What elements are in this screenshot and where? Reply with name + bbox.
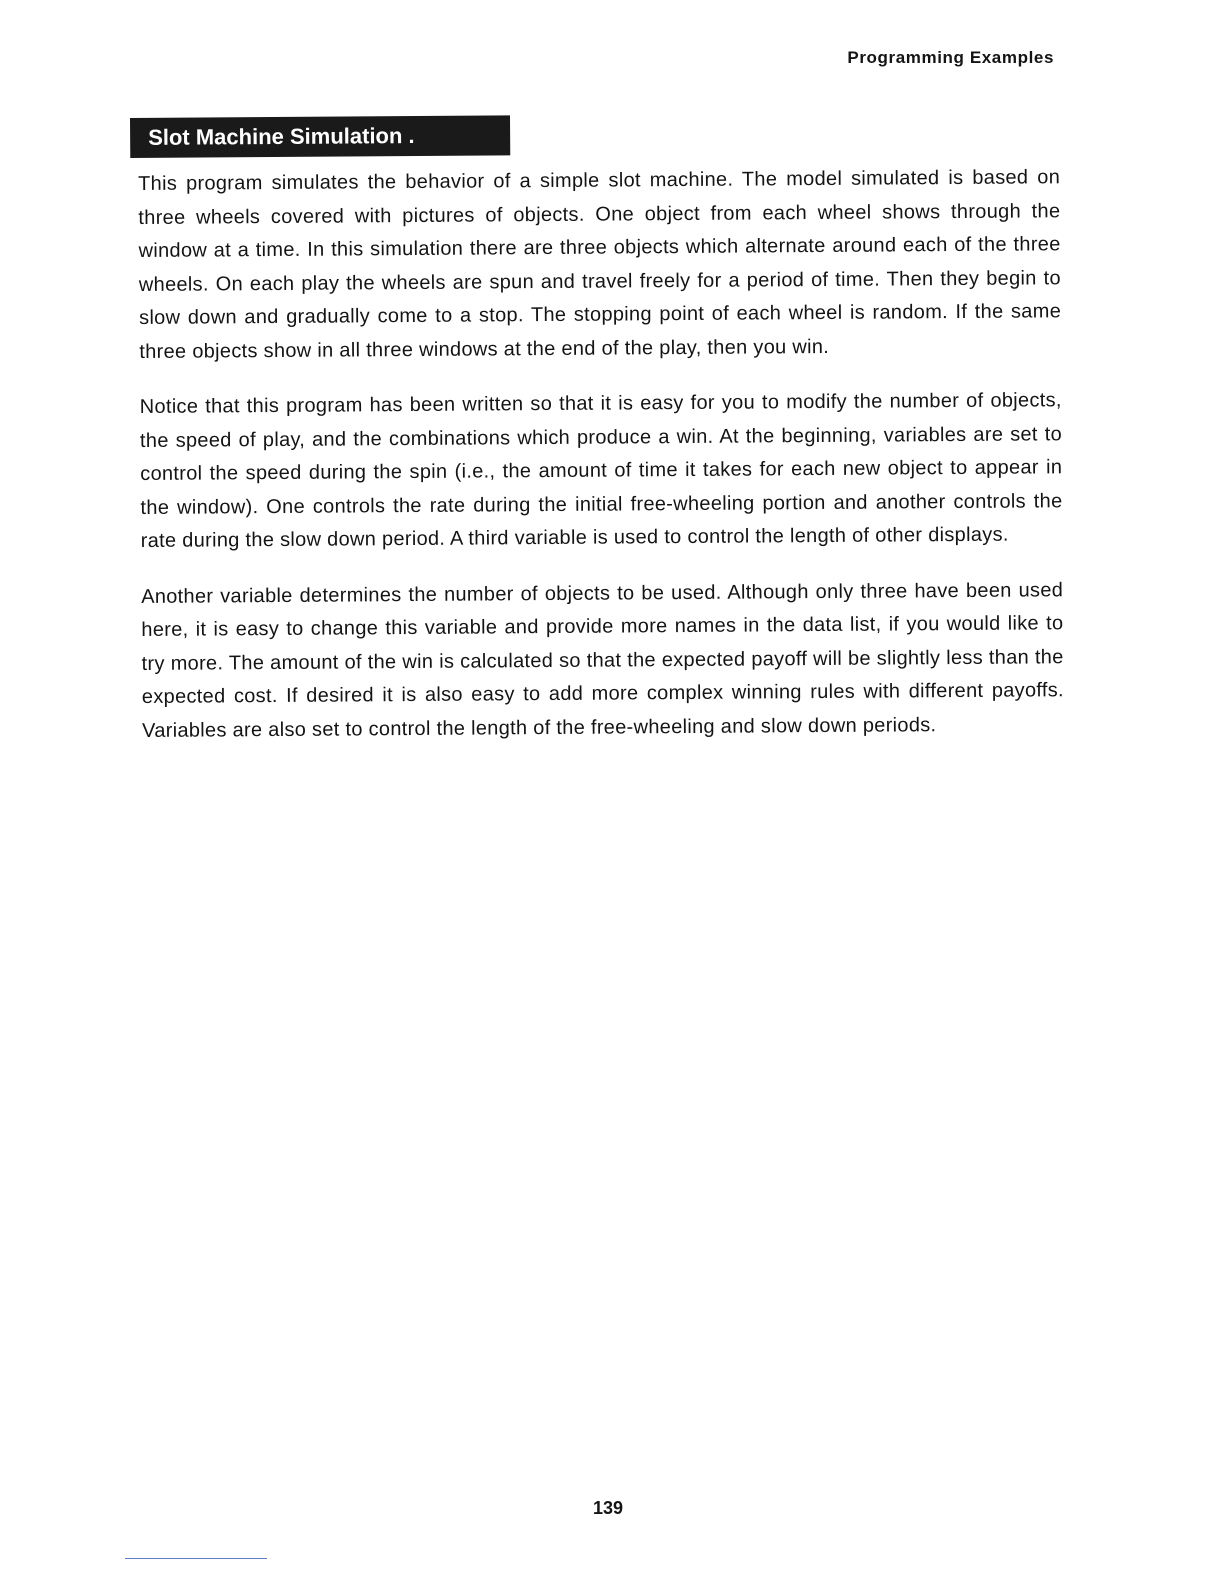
running-header: Programming Examples <box>847 48 1054 67</box>
body-text <box>138 161 1064 770</box>
section-title: Slot Machine Simulation . <box>130 115 510 158</box>
page-number: 139 <box>592 1498 624 1518</box>
corner-divider <box>125 1558 267 1559</box>
paragraph-intro: This program simulates the behavior of a simple slot machine. The model simulated is based on three wheels covered with pictures of objects. One object from each wheel shows through the window at a time. In this simulation there are three objects which alternate around each of the three wheels. On each play the wheels are spun and travel freely for a period of time. Then they begin to slow down and gradually come to a stop. The stopping point of each wheel is random. If the same three objects show in all three windows at the end of the play, then you win. <box>138 166 1062 363</box>
paragraph-variables: Another variable determines the number of objects to be used. Although only three have been used here, it is easy to change this variable and provide more names in the data list, if you would like to try more. The amount of the win is calculated so that the expected payoff will be slightly less than the expected cost. If desired it is also easy to add more complex winning rules with different payoffs. Variables are also set to control the length of the free-wheeling and slow down periods. <box>141 578 1064 742</box>
paragraph-modification: Notice that this program has been written so that it is easy for you to modify the number of objects, the speed of play, and the combinations which produce a win. At the beginning, variables are set to control the speed during the spin (i.e., the amount of time it takes for each new object to appear in the window). One controls the rate during the initial free-wheeling portion and another controls the rate during the slow down period. A third variable is used to control the length of other displays. <box>139 389 1063 552</box>
